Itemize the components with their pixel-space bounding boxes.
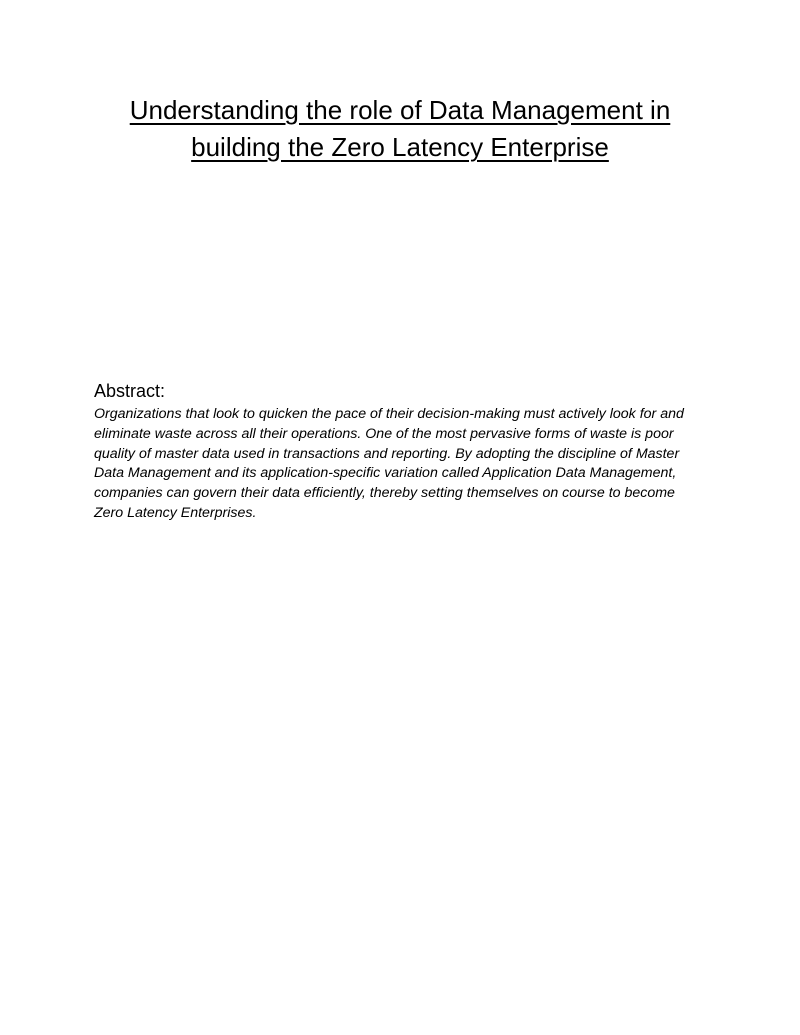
abstract-line: Zero Latency Enterprises. bbox=[94, 504, 257, 521]
abstract-line: Data Management and its application-specific variation called Application Data Management, bbox=[94, 465, 677, 482]
abstract-line: Organizations that look to quicken the pace of their decision-making must actively look for and bbox=[94, 406, 684, 422]
title-line-2: building the Zero Latency Enterprise bbox=[191, 132, 609, 162]
abstract-line: eliminate waste across all their operations. One of the most pervasive forms of waste is poor bbox=[94, 425, 674, 442]
page-title bbox=[94, 92, 706, 166]
abstract-line: companies can govern their data efficiently, thereby setting themselves on course to become bbox=[94, 485, 675, 502]
abstract-body bbox=[94, 405, 714, 524]
abstract-line: quality of master data used in transactions and reporting. By adopting the discipline of Master bbox=[94, 445, 680, 462]
abstract-heading: Abstract: bbox=[94, 381, 166, 401]
title-line-1: Understanding the role of Data Management in bbox=[129, 95, 671, 125]
